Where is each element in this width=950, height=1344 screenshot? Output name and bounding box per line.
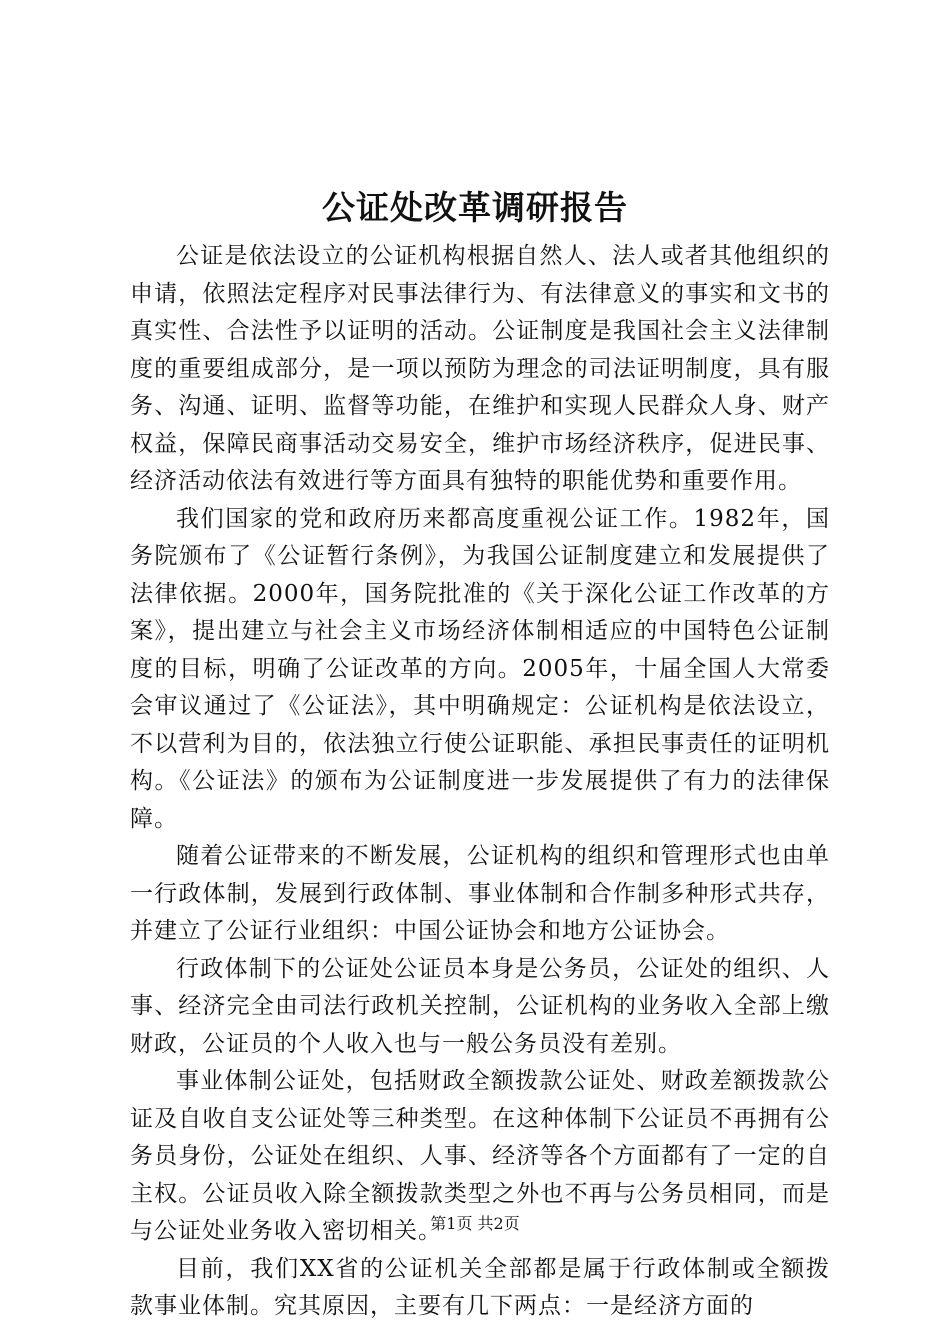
paragraph: 目前，我们XX省的公证机关全部都是属于行政体制或全额拨款事业体制。究其原因，主要有几下两点：一是经济方面的 xyxy=(130,1255,830,1319)
document-body xyxy=(130,238,830,1326)
document-title: 公证处改革调研报告 xyxy=(322,188,628,227)
paragraph: 事业体制公证处，包括财政全额拨款公证处、财政差额拨款公证及自收自支公证处等三种类型。在这种体制下公证员不再拥有公务员身份，公证处在组织、人事、经济等各个方面都有了一定的自主权。公证员收入除全额拨款类型之外也不再与公务员相同，而是与公证处业务收入密切相关。 xyxy=(130,1068,830,1244)
paragraph: 随着公证带来的不断发展，公证机构的组织和管理形式也由单一行政体制，发展到行政体制、事业体制和合作制多种形式共存，并建立了公证行业组织：中国公证协会和地方公证协会。 xyxy=(130,843,830,944)
paragraph: 公证是依法设立的公证机构根据自然人、法人或者其他组织的申请，依照法定程序对民事法律行为、有法律意义的事实和文书的真实性、合法性予以证明的活动。公证制度是我国社会主义法律制度的重要组成部分，是一项以预防为理念的司法证明制度，具有服务、沟通、证明、监督等功能，在维护和实现人民群众人身、财产权益，保障民商事活动交易安全，维护市场经济秩序，促进民事、经济活动依法有效进行等方面具有独特的职能优势和重要作用。 xyxy=(130,243,830,494)
paragraph: 行政体制下的公证处公证员本身是公务员，公证处的组织、人事、经济完全由司法行政机关控制，公证机构的业务收入全部上缴财政，公证员的个人收入也与一般公务员没有差别。 xyxy=(130,955,830,1057)
page-number-footer: 第1页 共2页 xyxy=(430,1214,520,1233)
paragraph: 我们国家的党和政府历来都高度重视公证工作。1982年，国务院颁布了《公证暂行条例》，为我国公证制度建立和发展提供了法律依据。2000年，国务院批准的《关于深化公证工作改革的方案》，提出建立与社会主义市场经济体制相适应的中国特色公证制度的目标，明确了公证改革的方向。2005年，十届全国人大常委会审议通过了《公证法》，其中明确规定：公证机构是依法设立，不以营利为目的，依法独立行使公证职能、承担民事责任的证明机构。《公证法》的颁布为公证制度进一步发展提供了有力的法律保障。 xyxy=(130,505,830,832)
